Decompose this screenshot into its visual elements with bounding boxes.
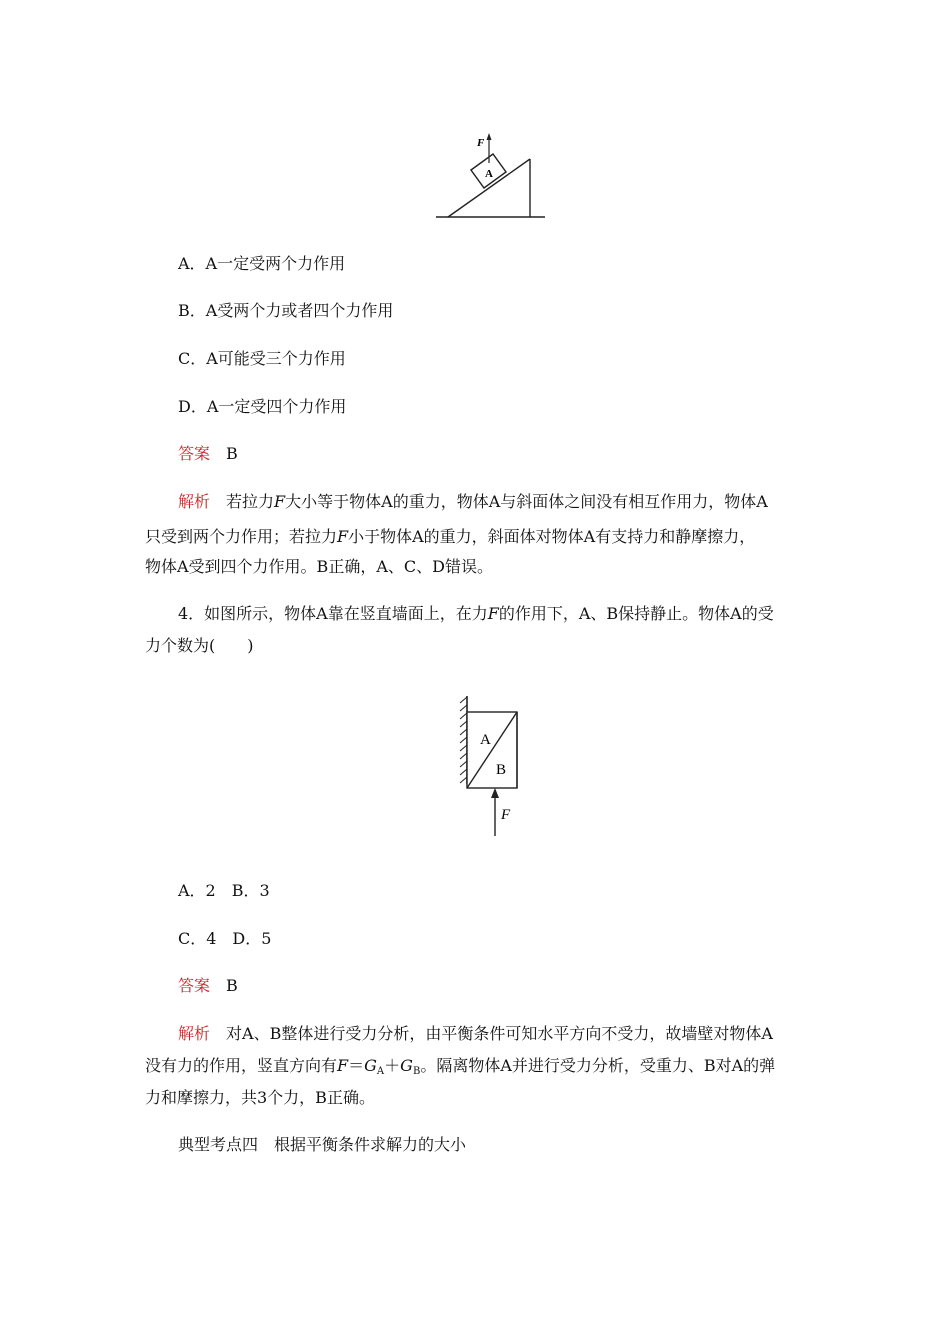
analysis-label: 解析	[178, 1024, 211, 1043]
wall-figure	[445, 688, 537, 840]
q4-options-ab: A．2 B．3	[178, 881, 270, 900]
force-label: F	[501, 807, 511, 823]
answer-value: B	[226, 976, 238, 995]
wall-hatching	[460, 697, 467, 783]
q4-analysis-line-1: 解析 对A、B整体进行受力分析，由平衡条件可知水平方向不受力，故墙壁对物体A	[178, 1024, 773, 1043]
q4-answer	[178, 976, 238, 996]
analysis-label: 解析	[178, 492, 211, 511]
q3-option-b: B．A受两个力或者四个力作用	[178, 301, 394, 320]
q3-analysis-line-2: 只受到两个力作用；若拉力F小于物体A的重力，斜面体对物体A有支持力和静摩擦力，	[145, 527, 756, 546]
answer-value: B	[226, 444, 238, 463]
block-b-label: B	[496, 762, 507, 778]
q3-option-d: D．A一定受四个力作用	[178, 397, 347, 416]
q3-option-a: A．A一定受两个力作用	[178, 254, 346, 273]
block-a-label: A	[480, 732, 491, 748]
q3-analysis-line-1: 解析 若拉力F大小等于物体A的重力，物体A与斜面体之间没有相互作用力，物体A	[178, 492, 768, 511]
q4-stem-line-2: 力个数为( )	[145, 636, 254, 655]
q4-analysis-line-3: 力和摩擦力，共3个力，B正确。	[145, 1088, 375, 1107]
incline-figure	[428, 126, 553, 228]
q4-analysis-line-2: 没有力的作用，竖直方向有$F=G_A+G_B$。隔离物体A并进行受力分析，受重力、B对A的弹	[145, 1056, 776, 1077]
q4-options-cd: C．4 D．5	[178, 929, 272, 948]
force-arrow-head	[487, 133, 492, 140]
block-a-label: A	[485, 168, 493, 180]
q3-option-c: C．A可能受三个力作用	[178, 349, 346, 368]
force-arrow-head	[491, 788, 499, 798]
section-title: 典型考点四 根据平衡条件求解力的大小	[178, 1135, 467, 1154]
q3-analysis-line-3: 物体A受到四个力作用。B正确，A、C、D错误。	[145, 557, 493, 576]
answer-label: 答案	[178, 976, 211, 995]
q4-stem-line-1: 4．如图所示，物体A靠在竖直墙面上，在力F的作用下，A、B保持静止。物体A的受	[178, 604, 774, 623]
q3-answer	[178, 444, 238, 464]
force-label: F	[477, 137, 485, 149]
answer-label: 答案	[178, 444, 211, 463]
